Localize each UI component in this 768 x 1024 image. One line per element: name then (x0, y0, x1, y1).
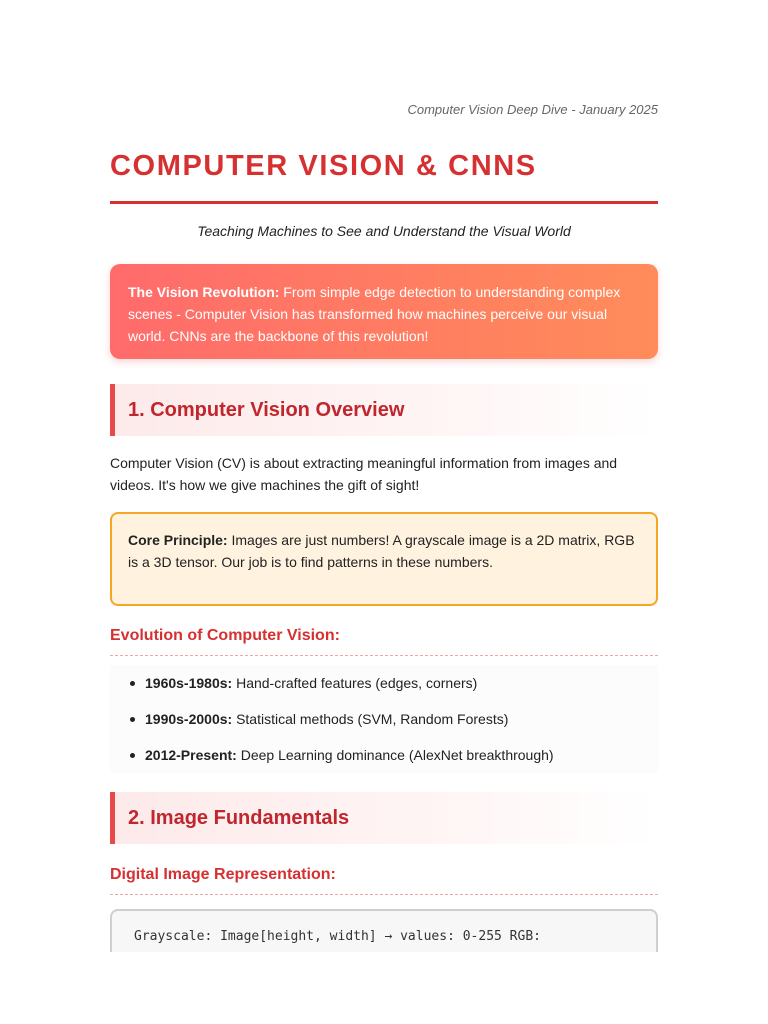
page-subtitle: Teaching Machines to See and Understand the Visual World (197, 223, 571, 239)
overview-paragraph: Computer Vision (CV) is about extracting meaningful information from images and videos. It's how we give machines the gift of sight! (110, 455, 618, 493)
evolution-desc: Deep Learning dominance (AlexNet breakthrough) (236, 747, 554, 763)
principle-label: Core Principle: (128, 532, 228, 548)
list-item (110, 665, 658, 701)
section-title: 2. Image Fundamentals (128, 806, 350, 829)
section-heading-overview (110, 384, 658, 436)
title-divider (110, 201, 658, 204)
list-item (110, 737, 658, 773)
callout-text: From simple edge detection to understanding complex scenes - Computer Vision has transformed how machines perceive our visual world. CNNs are the backbone of this revolution! (128, 284, 621, 344)
core-principle-callout (110, 512, 658, 606)
vision-revolution-callout (110, 264, 658, 359)
evolution-desc: Hand-crafted features (edges, corners) (232, 675, 478, 691)
page-bottom-margin (0, 952, 768, 1024)
page-title: COMPUTER VISION & CNNS (110, 150, 537, 182)
callout-label: The Vision Revolution: (128, 284, 280, 300)
evolution-list (110, 665, 658, 773)
section-heading-fundamentals (110, 792, 658, 844)
bullet-icon (130, 753, 135, 758)
bullet-icon (130, 717, 135, 722)
principle-text: Images are just numbers! A grayscale image is a 2D matrix, RGB is a 3D tensor. Our job is to find patterns in these numbers. (128, 532, 635, 570)
document-meta: Computer Vision Deep Dive - January 2025 (407, 102, 658, 117)
evolution-desc: Statistical methods (SVM, Random Forests) (232, 711, 509, 727)
list-item (110, 701, 658, 737)
evolution-period: 1990s-2000s: (145, 711, 233, 727)
evolution-heading: Evolution of Computer Vision: (110, 627, 658, 656)
evolution-period: 1960s-1980s: (145, 675, 233, 691)
section-title: 1. Computer Vision Overview (128, 398, 405, 421)
evolution-period: 2012-Present: (145, 747, 237, 763)
code-line: Grayscale: Image[height, width] → values: 0-255 RGB: (134, 929, 541, 944)
bullet-icon (130, 681, 135, 686)
image-representation-heading: Digital Image Representation: (110, 866, 658, 895)
